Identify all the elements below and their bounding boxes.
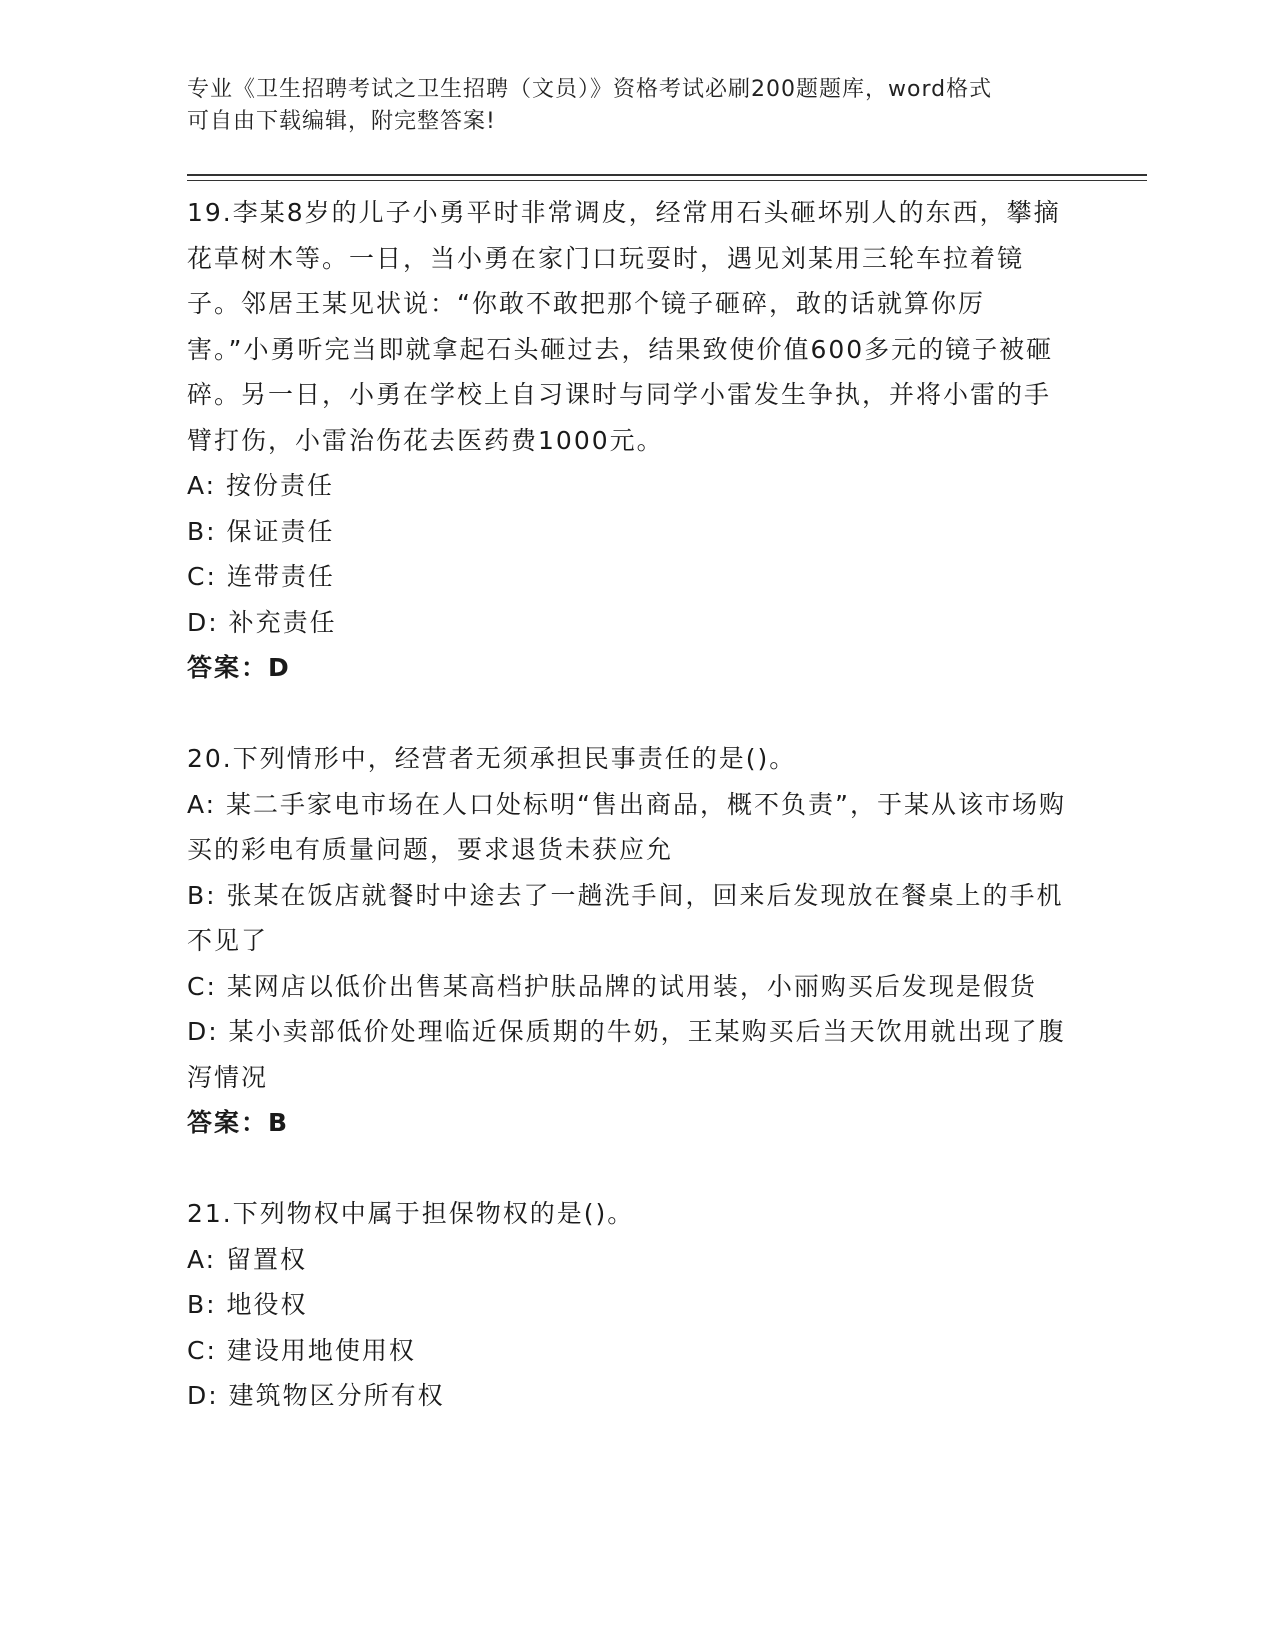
option-d: D: 补充责任 bbox=[187, 607, 337, 637]
option-b: B: 地役权 bbox=[187, 1290, 308, 1319]
option-b: B: 保证责任 bbox=[187, 516, 335, 546]
option-b: B: 张某在饭店就餐时中途去了一趟洗手间，回来后发现放在餐桌上的手机不见了 bbox=[187, 880, 1064, 955]
question-stem: 20.下列情形中，经营者无须承担民事责任的是()。 bbox=[187, 744, 797, 773]
question-stem: 19.李某8岁的儿子小勇平时非常调皮，经常用石头砸坏别人的东西，攀摘花草树木等。一日，当小勇在家门口玩耍时，遇见刘某用三轮车拉着镜子。邻居王某见状说：“你敢不敢把那个镜子砸碎，敢的话就算你厉害。”小勇听完当即就拿起石头砸过去，结果致使价值600多元的镜子被砸碎。另一日，小勇在学校上自习课时与同学小雷发生争执，并将小雷的手臂打伤，小雷治伤花去医药费1000元。 bbox=[187, 198, 1061, 455]
question-list bbox=[187, 190, 1067, 1419]
header-line-2: 可自由下载编辑，附完整答案! bbox=[187, 109, 496, 134]
option-c: C: 连带责任 bbox=[187, 562, 335, 591]
header-divider-thick bbox=[187, 174, 1147, 176]
question-20 bbox=[187, 736, 1067, 1146]
header-divider-thin bbox=[187, 180, 1147, 181]
option-c: C: 建设用地使用权 bbox=[187, 1335, 416, 1365]
document-header bbox=[187, 74, 1067, 138]
answer: 答案：D bbox=[187, 653, 291, 682]
option-d: D: 某小卖部低价处理临近保质期的牛奶，王某购买后当天饮用就出现了腹泻情况 bbox=[187, 1017, 1066, 1092]
spacer bbox=[187, 691, 1067, 737]
option-a: A: 留置权 bbox=[187, 1244, 308, 1274]
question-19 bbox=[187, 190, 1067, 691]
question-stem: 21.下列物权中属于担保物权的是()。 bbox=[187, 1199, 635, 1228]
option-d: D: 建筑物区分所有权 bbox=[187, 1381, 445, 1410]
option-a: A: 某二手家电市场在人口处标明“售出商品，概不负责”，于某从该市场购买的彩电有质量问题，要求退货未获应允 bbox=[187, 789, 1066, 864]
option-a: A: 按份责任 bbox=[187, 471, 335, 500]
spacer bbox=[187, 1146, 1067, 1192]
option-c: C: 某网店以低价出售某高档护肤品牌的试用装，小丽购买后发现是假货 bbox=[187, 971, 1037, 1001]
header-line-1: 专业《卫生招聘考试之卫生招聘（文员）》资格考试必刷200题题库，word格式 bbox=[187, 77, 993, 102]
question-21 bbox=[187, 1191, 1067, 1419]
answer: 答案：B bbox=[187, 1108, 290, 1137]
